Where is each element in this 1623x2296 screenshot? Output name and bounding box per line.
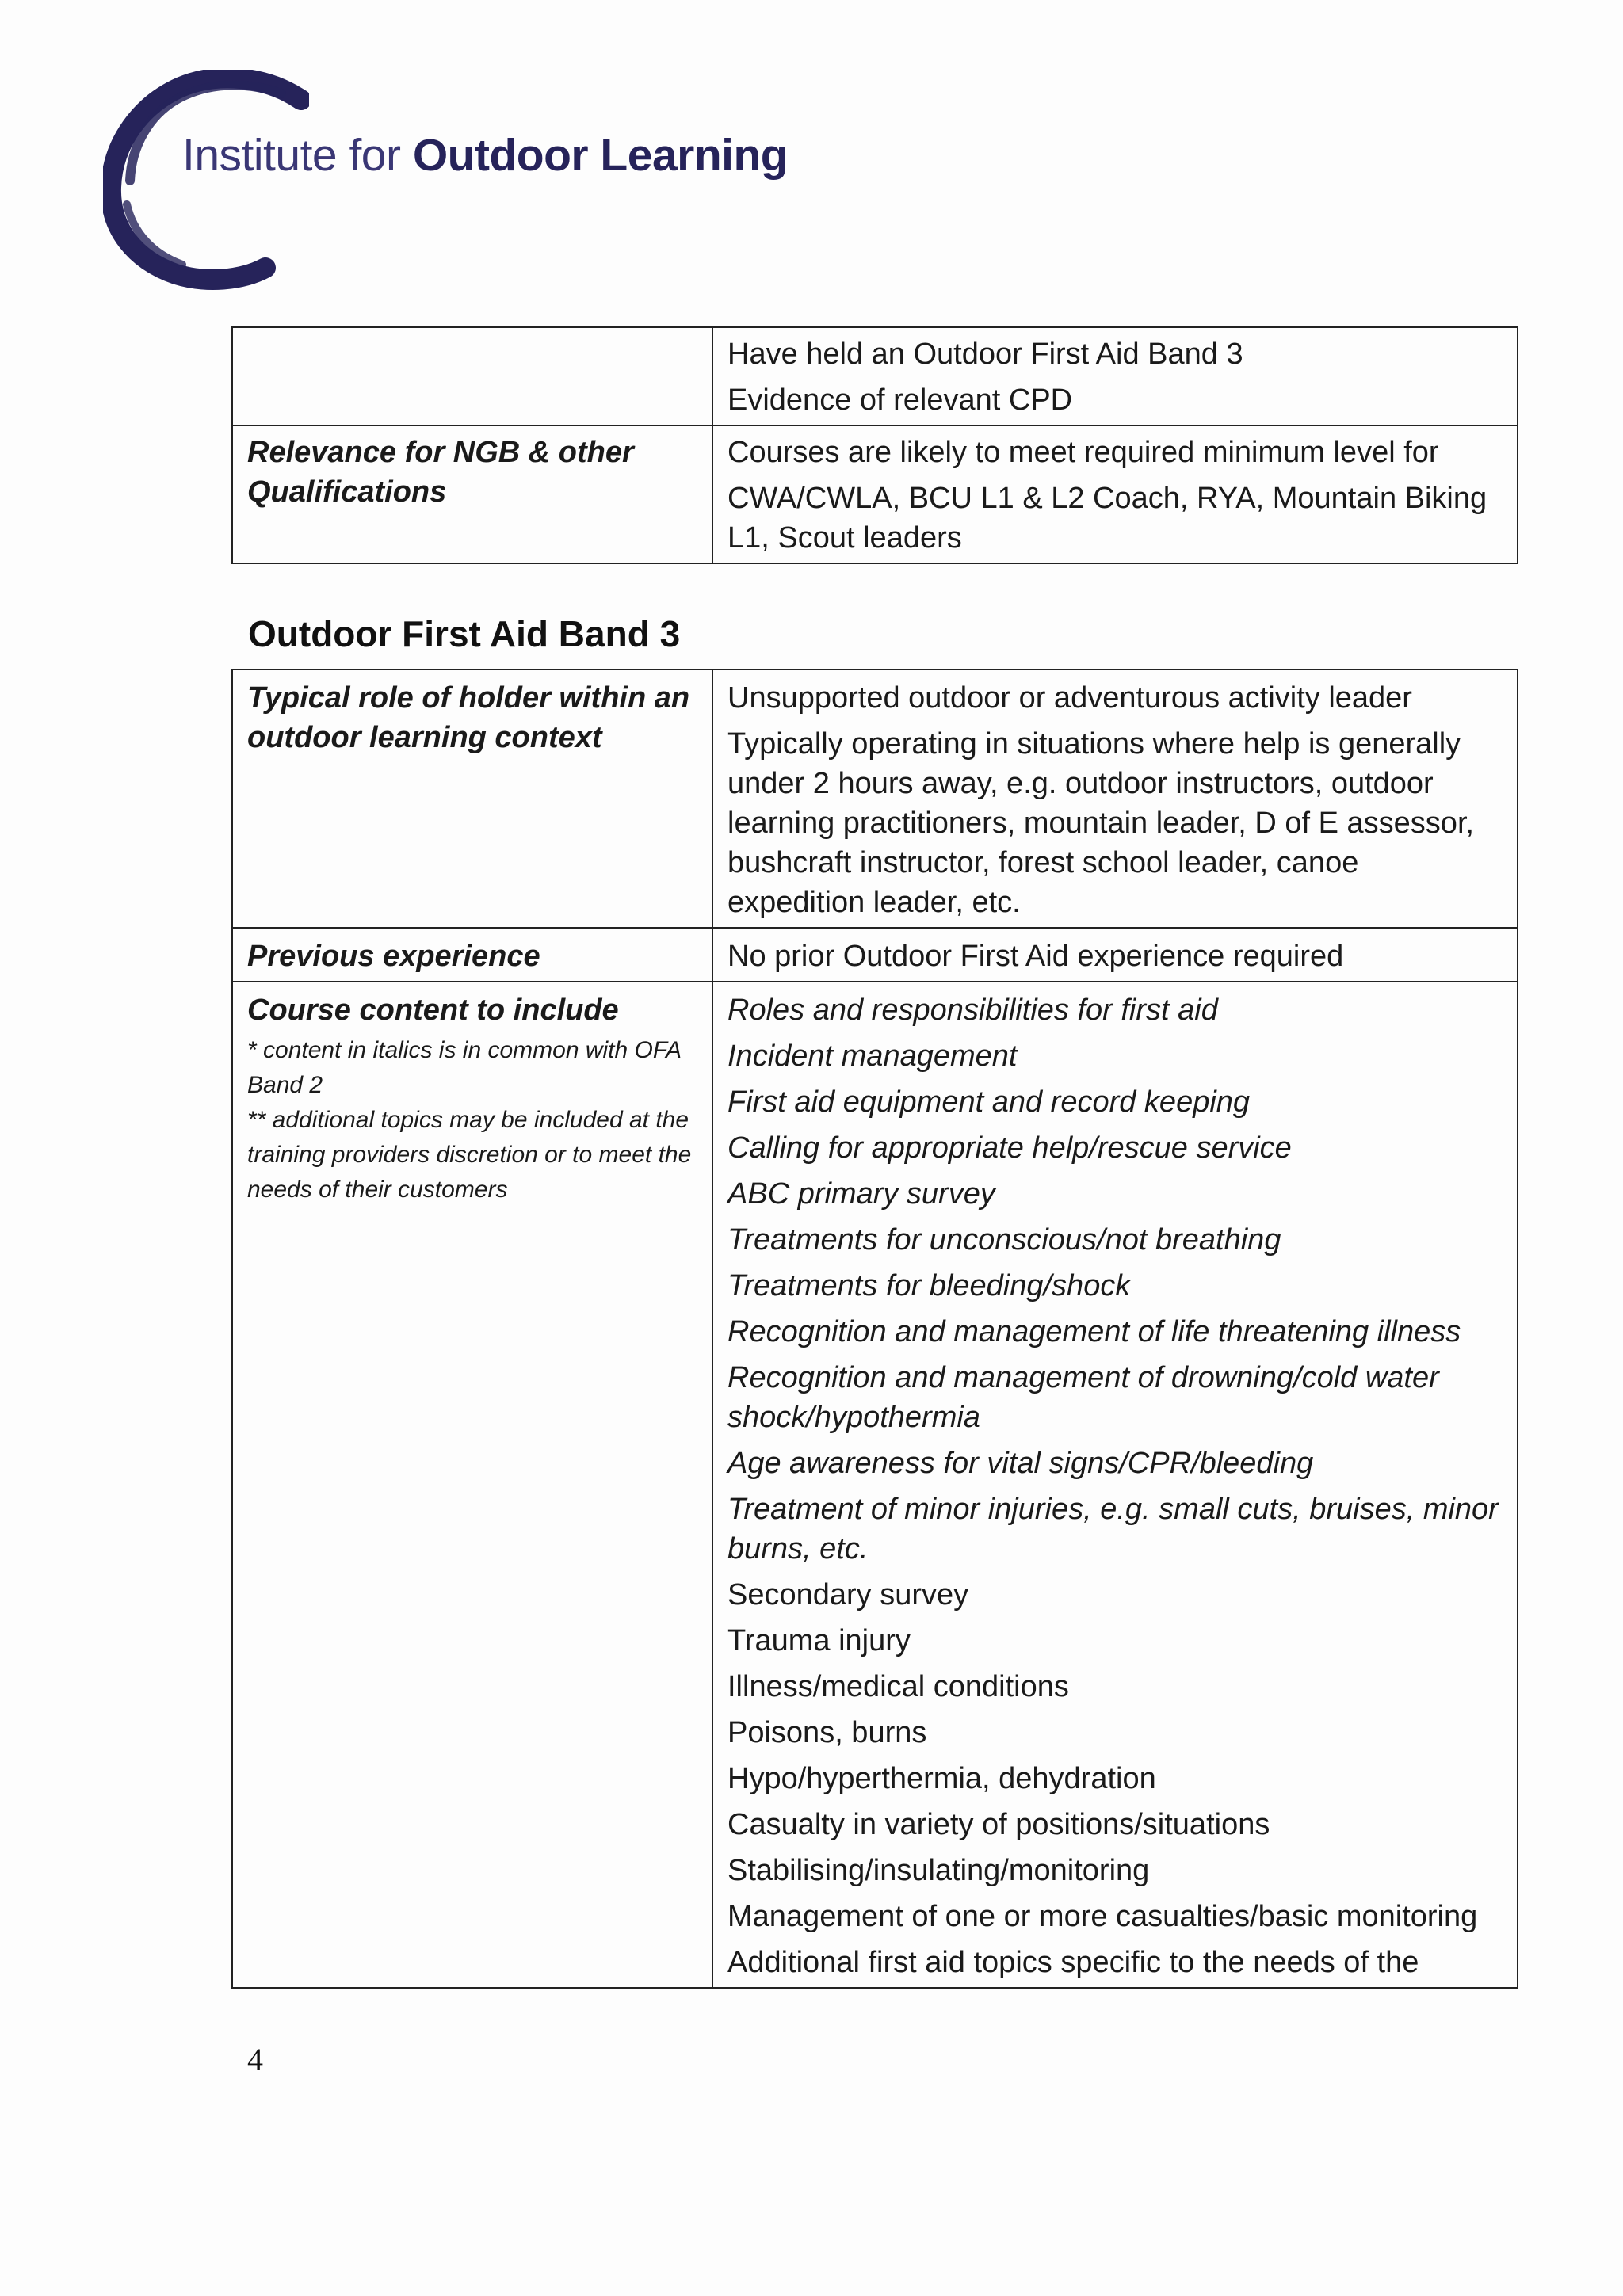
table-row bbox=[232, 425, 1518, 563]
italics-note: * content in italics is in common with OFA Band 2 bbox=[247, 1037, 681, 1098]
role-line: Unsupported outdoor or adventurous activity leader bbox=[727, 681, 1412, 715]
list-item: Stabilising/insulating/monitoring bbox=[727, 1854, 1150, 1887]
table-cell-label bbox=[232, 928, 712, 982]
list-item: Roles and responsibilities for first aid bbox=[727, 994, 1218, 1027]
role-line: Typically operating in situations where help is generally under 2 hours away, e.g. outdoor instructors, outdoor learning practitioners, mountain leader, D of E assessor, bushcraft instructor, forest school leader, canoe expedition leader, etc. bbox=[727, 727, 1475, 919]
list-item: Calling for appropriate help/rescue service bbox=[727, 1131, 1292, 1165]
course-content-list bbox=[727, 990, 1503, 1982]
course-content-label: Course content to include bbox=[247, 994, 619, 1027]
list-item: Additional first aid topics specific to the needs of the bbox=[727, 1946, 1419, 1979]
list-item: Management of one or more casualties/basic monitoring bbox=[727, 1900, 1478, 1933]
qualification-table-continued bbox=[231, 326, 1518, 564]
previous-experience-value: No prior Outdoor First Aid experience required bbox=[727, 940, 1344, 973]
table-cell-value bbox=[712, 982, 1518, 1988]
list-item: Secondary survey bbox=[727, 1578, 969, 1611]
institute-logo bbox=[103, 70, 816, 292]
table-row bbox=[232, 327, 1518, 425]
list-item: Treatments for bleeding/shock bbox=[727, 1269, 1131, 1302]
table-cell-value bbox=[712, 669, 1518, 928]
relevance-line: Courses are likely to meet required minimum level for bbox=[727, 436, 1439, 469]
table-row bbox=[232, 669, 1518, 928]
list-item: Treatments for unconscious/not breathing bbox=[727, 1223, 1281, 1257]
table-cell-value bbox=[712, 425, 1518, 563]
table-row bbox=[232, 928, 1518, 982]
logo-text-light: Institute for bbox=[182, 130, 413, 181]
list-item: Poisons, burns bbox=[727, 1716, 927, 1749]
table-cell-label bbox=[232, 982, 712, 1988]
logo-text-bold: Outdoor Learning bbox=[412, 130, 789, 181]
section-heading: Outdoor First Aid Band 3 bbox=[248, 613, 681, 654]
list-item: Casualty in variety of positions/situations bbox=[727, 1808, 1270, 1841]
table-cell-label bbox=[232, 669, 712, 928]
table-cell-label bbox=[232, 327, 712, 425]
logo-wordmark bbox=[182, 130, 789, 181]
table-cell-value bbox=[712, 327, 1518, 425]
typical-role-label: Typical role of holder within an outdoor learning context bbox=[247, 681, 690, 754]
table-cell-value bbox=[712, 928, 1518, 982]
requirement-line: Have held an Outdoor First Aid Band 3 bbox=[727, 338, 1243, 371]
list-item: Age awareness for vital signs/CPR/bleeding bbox=[727, 1447, 1314, 1480]
relevance-line: CWA/CWLA, BCU L1 & L2 Coach, RYA, Mountain Biking L1, Scout leaders bbox=[727, 482, 1487, 555]
previous-experience-label: Previous experience bbox=[247, 940, 540, 973]
brush-circle-logo-icon bbox=[103, 70, 309, 292]
page-number: 4 bbox=[247, 2042, 263, 2077]
list-item: ABC primary survey bbox=[727, 1177, 995, 1211]
list-item: Illness/medical conditions bbox=[727, 1670, 1069, 1703]
additional-topics-note: ** additional topics may be included at the training providers discretion or to meet the needs of their customers bbox=[247, 1107, 692, 1203]
band3-table bbox=[231, 669, 1518, 1989]
list-item: First aid equipment and record keeping bbox=[727, 1085, 1251, 1119]
list-item: Incident management bbox=[727, 1039, 1018, 1073]
list-item: Recognition and management of life threatening illness bbox=[727, 1315, 1461, 1348]
relevance-label: Relevance for NGB & other Qualifications bbox=[247, 436, 634, 509]
list-item: Recognition and management of drowning/cold water shock/hypothermia bbox=[727, 1361, 1439, 1434]
table-row bbox=[232, 982, 1518, 1988]
requirement-line: Evidence of relevant CPD bbox=[727, 383, 1073, 417]
list-item: Hypo/hyperthermia, dehydration bbox=[727, 1762, 1156, 1795]
table-cell-label bbox=[232, 425, 712, 563]
list-item: Treatment of minor injuries, e.g. small cuts, bruises, minor burns, etc. bbox=[727, 1493, 1499, 1566]
list-item: Trauma injury bbox=[727, 1624, 911, 1657]
